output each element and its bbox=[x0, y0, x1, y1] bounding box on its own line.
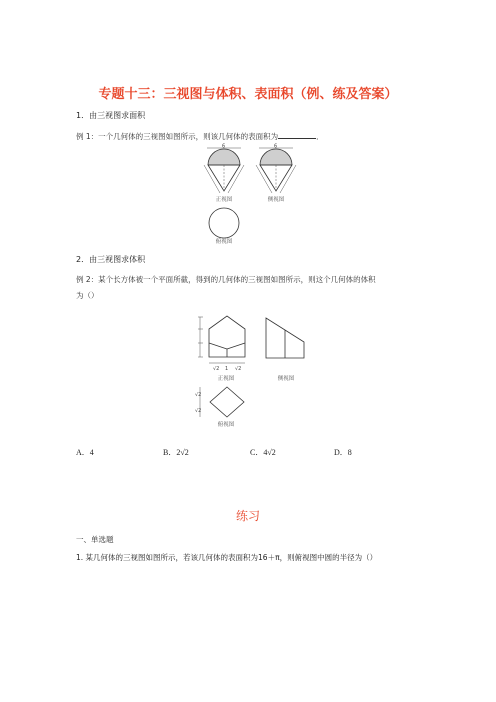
example1-text bbox=[76, 131, 324, 142]
dim-label-sqrt2: √2 bbox=[195, 392, 202, 398]
diamond-outline bbox=[210, 387, 244, 417]
practice-question-1: 1. 某几何体的三视图如图所示，若该几何体的表面积为16＋π，则俯视图中圆的半径为（） bbox=[76, 553, 378, 562]
answer-blank bbox=[278, 131, 316, 139]
example1-period: ． bbox=[316, 132, 324, 141]
ex1-top-caption: 俯视图 bbox=[215, 239, 233, 245]
slant-dim bbox=[228, 165, 244, 193]
example1-question: 例 1：一个几何体的三视图如图所示，则该几何体的表面积为 bbox=[76, 132, 279, 141]
inner-edge bbox=[227, 343, 245, 349]
option-d[interactable] bbox=[334, 447, 352, 458]
practice-subheading: 一、单选题 bbox=[76, 535, 114, 544]
option-value: 2√2 bbox=[176, 448, 189, 457]
practice-title: 练习 bbox=[235, 509, 260, 523]
top-circle bbox=[209, 208, 239, 238]
inner-edge bbox=[209, 343, 227, 349]
dim-label-one: 1 bbox=[225, 366, 229, 372]
slant-dim bbox=[280, 165, 296, 193]
ex2-top-caption: 俯视图 bbox=[217, 422, 235, 428]
ex1-front-caption: 正视图 bbox=[215, 197, 233, 203]
dim-label-sqrt2: √2 bbox=[235, 366, 242, 372]
option-letter: B． bbox=[163, 448, 177, 457]
option-value: 8 bbox=[347, 448, 352, 457]
ex2-front-caption: 正视图 bbox=[217, 376, 235, 382]
ex1-side-caption: 侧视图 bbox=[267, 197, 285, 203]
example2-line2: 为（） bbox=[76, 291, 99, 300]
ex1-front-view bbox=[203, 145, 245, 201]
option-letter: A． bbox=[76, 448, 90, 457]
ex2-side-caption: 侧视图 bbox=[277, 376, 295, 382]
option-c[interactable] bbox=[250, 447, 276, 458]
section1-heading: 1．由三视图求面积 bbox=[76, 111, 146, 120]
slant-dim bbox=[204, 165, 220, 193]
ex2-side-view bbox=[263, 316, 309, 362]
ex2-front-view bbox=[195, 314, 257, 376]
hemisphere-top bbox=[208, 149, 240, 165]
option-letter: D． bbox=[334, 448, 348, 457]
example2-line1: 例 2：某个长方体被一个平面所截，得到的几何体的三视图如图所示，则这个几何体的体积 bbox=[76, 275, 376, 284]
hemisphere-top bbox=[260, 149, 292, 165]
ex1-side-view bbox=[255, 145, 297, 201]
option-value: 4√2 bbox=[263, 448, 276, 457]
section2-heading: 2．由三视图求体积 bbox=[76, 255, 146, 264]
ex1-top-view bbox=[207, 206, 241, 240]
dim-label-sqrt2: √2 bbox=[195, 408, 202, 414]
option-b[interactable] bbox=[163, 447, 189, 458]
ex2-top-view bbox=[195, 384, 257, 424]
option-value: 4 bbox=[89, 448, 94, 457]
slant-dim bbox=[256, 165, 272, 193]
page-title: 专题十三：三视图与体积、表面积（例、练及答案） bbox=[98, 87, 398, 102]
option-a[interactable] bbox=[76, 447, 94, 458]
dim-label-sqrt2: √2 bbox=[213, 366, 220, 372]
option-letter: C． bbox=[250, 448, 264, 457]
dimension-label: 6 bbox=[222, 143, 226, 150]
dimension-label: 6 bbox=[274, 143, 278, 150]
